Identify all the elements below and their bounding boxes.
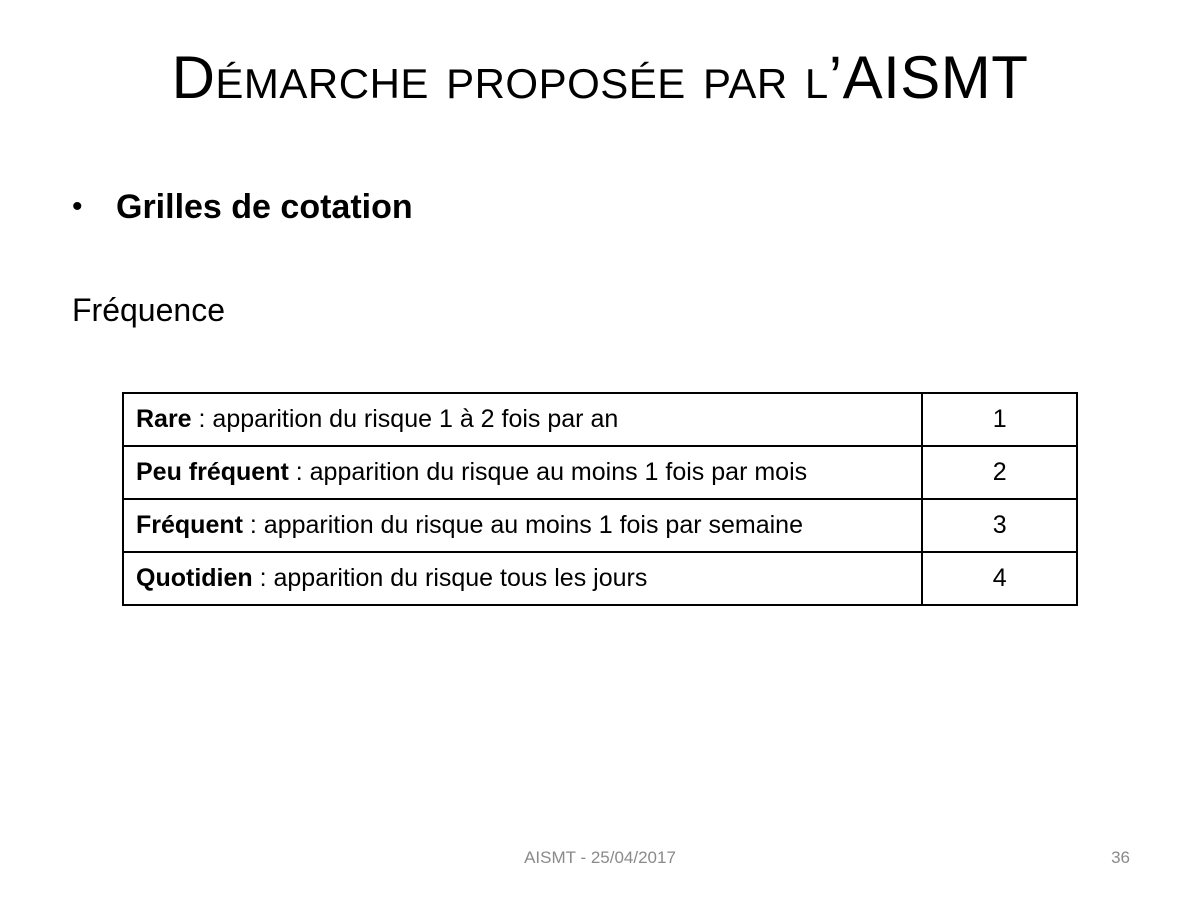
- frequency-table: [122, 392, 1078, 606]
- score-cell: 4: [922, 552, 1077, 605]
- slide-title: Démarche proposée par l’AISMT: [171, 44, 1029, 111]
- bullet-icon: •: [72, 190, 83, 223]
- description-cell: [123, 446, 922, 499]
- level-name: Fréquent: [136, 511, 243, 539]
- level-name: Quotidien: [136, 564, 253, 592]
- bullet-text: Grilles de cotation: [116, 188, 413, 226]
- score-cell: 1: [922, 393, 1077, 446]
- description-cell: [123, 393, 922, 446]
- description-cell: [123, 499, 922, 552]
- table-row: [123, 393, 1077, 446]
- level-description: : apparition du risque au moins 1 fois par mois: [288, 458, 808, 486]
- score-cell: 2: [922, 446, 1077, 499]
- table-row: [123, 552, 1077, 605]
- level-description: : apparition du risque 1 à 2 fois par an: [191, 405, 619, 433]
- page-number: 36: [1111, 848, 1130, 867]
- footer-text: AISMT - 25/04/2017: [524, 848, 676, 867]
- section-label: Fréquence: [72, 292, 225, 328]
- level-name: Rare: [136, 405, 192, 433]
- level-description: : apparition du risque tous les jours: [252, 564, 648, 592]
- table-row: [123, 499, 1077, 552]
- description-cell: [123, 552, 922, 605]
- bullet-item: [72, 184, 413, 230]
- level-name: Peu fréquent: [136, 458, 289, 486]
- table-row: [123, 446, 1077, 499]
- level-description: : apparition du risque au moins 1 fois par semaine: [242, 511, 803, 539]
- score-cell: 3: [922, 499, 1077, 552]
